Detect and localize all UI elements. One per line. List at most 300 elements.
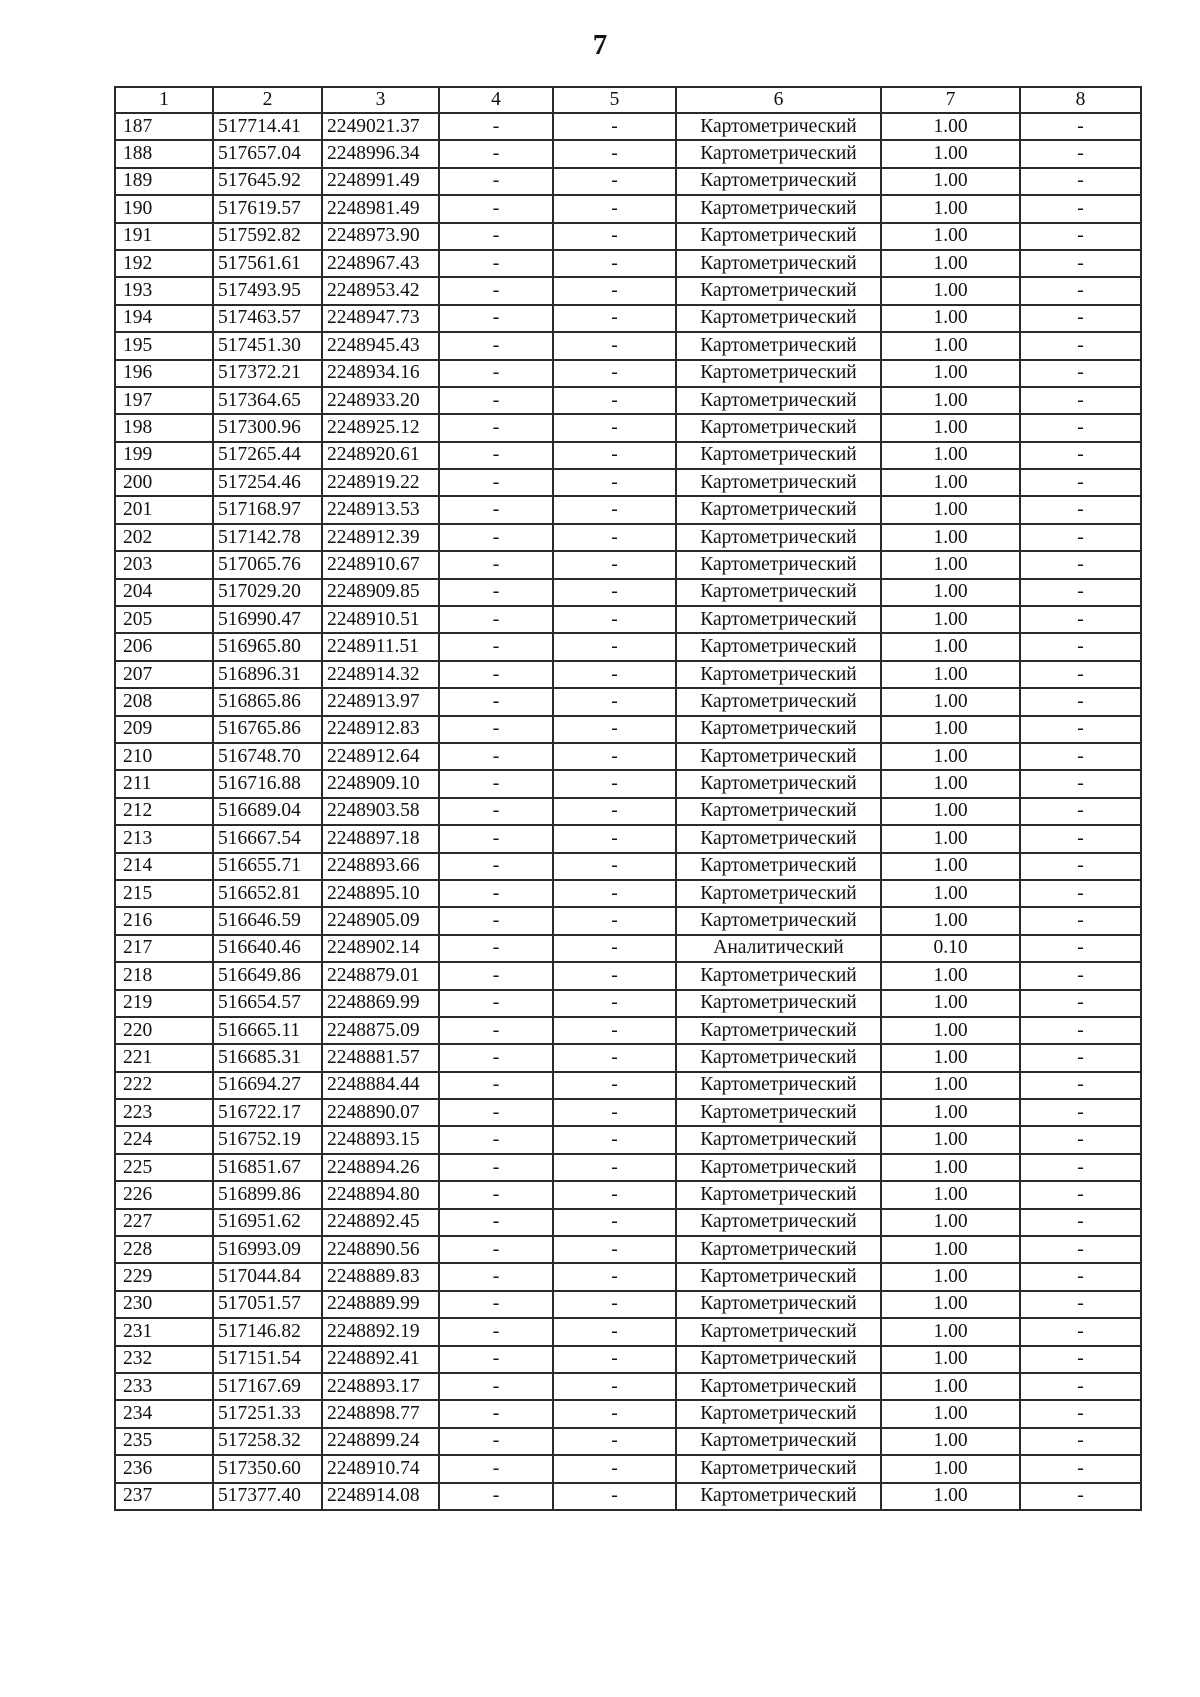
table-row [115,1099,1141,1126]
table-row [115,332,1141,359]
table-row [115,688,1141,715]
method-cell: Картометрический [676,1072,881,1099]
method-cell: Картометрический [676,990,881,1017]
y-coordinate-cell: 2248902.14 [322,935,439,962]
y-coordinate-cell: 2248881.57 [322,1044,439,1071]
method-cell: Картометрический [676,305,881,332]
column-4-cell: - [439,1318,553,1345]
method-cell: Картометрический [676,962,881,989]
point-number-cell: 212 [115,798,213,825]
point-number-cell: 206 [115,633,213,660]
y-coordinate-cell: 2248892.41 [322,1346,439,1373]
accuracy-cell: 1.00 [881,414,1020,441]
method-cell: Картометрический [676,907,881,934]
y-coordinate-cell: 2248910.67 [322,551,439,578]
point-number-cell: 214 [115,853,213,880]
table-row [115,551,1141,578]
table-row [115,1428,1141,1455]
column-5-cell: - [553,1428,676,1455]
method-cell: Картометрический [676,551,881,578]
x-coordinate-cell: 517493.95 [213,277,322,304]
accuracy-cell: 1.00 [881,1099,1020,1126]
table-row [115,360,1141,387]
y-coordinate-cell: 2248894.26 [322,1154,439,1181]
point-number-cell: 198 [115,414,213,441]
y-coordinate-cell: 2248910.74 [322,1455,439,1482]
point-number-cell: 219 [115,990,213,1017]
column-8-cell: - [1020,907,1141,934]
y-coordinate-cell: 2248913.53 [322,496,439,523]
y-coordinate-cell: 2248910.51 [322,606,439,633]
y-coordinate-cell: 2248933.20 [322,387,439,414]
y-coordinate-cell: 2248912.39 [322,524,439,551]
method-cell: Картометрический [676,880,881,907]
y-coordinate-cell: 2248925.12 [322,414,439,441]
column-4-cell: - [439,907,553,934]
point-number-cell: 196 [115,360,213,387]
table-row [115,1044,1141,1071]
accuracy-cell: 1.00 [881,579,1020,606]
accuracy-cell: 1.00 [881,990,1020,1017]
point-number-cell: 237 [115,1483,213,1510]
column-4-cell: - [439,1346,553,1373]
point-number-cell: 213 [115,825,213,852]
table-row [115,1126,1141,1153]
y-coordinate-cell: 2248894.80 [322,1181,439,1208]
table-body [115,113,1141,1510]
column-5-cell: - [553,551,676,578]
column-8-cell: - [1020,140,1141,167]
x-coordinate-cell: 517451.30 [213,332,322,359]
column-8-cell: - [1020,195,1141,222]
column-5-cell: - [553,1483,676,1510]
method-cell: Картометрический [676,606,881,633]
y-coordinate-cell: 2248897.18 [322,825,439,852]
column-5-cell: - [553,414,676,441]
x-coordinate-cell: 516694.27 [213,1072,322,1099]
column-4-cell: - [439,551,553,578]
accuracy-cell: 0.10 [881,935,1020,962]
table-row [115,606,1141,633]
method-cell: Картометрический [676,524,881,551]
column-8-cell: - [1020,661,1141,688]
y-coordinate-cell: 2248947.73 [322,305,439,332]
column-5-cell: - [553,250,676,277]
y-coordinate-cell: 2248934.16 [322,360,439,387]
column-5-cell: - [553,1044,676,1071]
column-5-cell: - [553,798,676,825]
column-8-cell: - [1020,688,1141,715]
column-8-cell: - [1020,716,1141,743]
table-row [115,1209,1141,1236]
column-4-cell: - [439,1154,553,1181]
y-coordinate-cell: 2248920.61 [322,442,439,469]
column-4-cell: - [439,716,553,743]
column-4-cell: - [439,1400,553,1427]
accuracy-cell: 1.00 [881,305,1020,332]
accuracy-cell: 1.00 [881,853,1020,880]
accuracy-cell: 1.00 [881,1181,1020,1208]
x-coordinate-cell: 517168.97 [213,496,322,523]
point-number-cell: 193 [115,277,213,304]
column-4-cell: - [439,360,553,387]
column-4-cell: - [439,1263,553,1290]
column-8-cell: - [1020,1291,1141,1318]
column-8-cell: - [1020,1400,1141,1427]
x-coordinate-cell: 516640.46 [213,935,322,962]
accuracy-cell: 1.00 [881,1263,1020,1290]
column-8-cell: - [1020,113,1141,140]
header-cell-8: 8 [1020,87,1141,113]
method-cell: Картометрический [676,1181,881,1208]
accuracy-cell: 1.00 [881,140,1020,167]
header-cell-3: 3 [322,87,439,113]
column-8-cell: - [1020,1044,1141,1071]
column-4-cell: - [439,770,553,797]
column-8-cell: - [1020,579,1141,606]
x-coordinate-cell: 516899.86 [213,1181,322,1208]
y-coordinate-cell: 2248895.10 [322,880,439,907]
column-4-cell: - [439,1044,553,1071]
column-8-cell: - [1020,770,1141,797]
method-cell: Картометрический [676,277,881,304]
x-coordinate-cell: 517265.44 [213,442,322,469]
method-cell: Картометрический [676,1428,881,1455]
column-5-cell: - [553,962,676,989]
column-8-cell: - [1020,798,1141,825]
column-5-cell: - [553,387,676,414]
table-row [115,113,1141,140]
x-coordinate-cell: 517029.20 [213,579,322,606]
y-coordinate-cell: 2248889.83 [322,1263,439,1290]
method-cell: Картометрический [676,469,881,496]
table-row [115,716,1141,743]
y-coordinate-cell: 2248913.97 [322,688,439,715]
column-8-cell: - [1020,387,1141,414]
y-coordinate-cell: 2248893.15 [322,1126,439,1153]
column-5-cell: - [553,360,676,387]
column-5-cell: - [553,223,676,250]
column-5-cell: - [553,716,676,743]
column-5-cell: - [553,661,676,688]
point-number-cell: 210 [115,743,213,770]
table-row [115,496,1141,523]
column-8-cell: - [1020,469,1141,496]
column-8-cell: - [1020,1181,1141,1208]
accuracy-cell: 1.00 [881,168,1020,195]
column-8-cell: - [1020,1209,1141,1236]
x-coordinate-cell: 517714.41 [213,113,322,140]
point-number-cell: 216 [115,907,213,934]
column-4-cell: - [439,277,553,304]
column-4-cell: - [439,305,553,332]
y-coordinate-cell: 2248884.44 [322,1072,439,1099]
column-8-cell: - [1020,743,1141,770]
accuracy-cell: 1.00 [881,798,1020,825]
point-number-cell: 220 [115,1017,213,1044]
table-row [115,907,1141,934]
method-cell: Картометрический [676,168,881,195]
x-coordinate-cell: 516646.59 [213,907,322,934]
table-row [115,798,1141,825]
x-coordinate-cell: 517300.96 [213,414,322,441]
y-coordinate-cell: 2248953.42 [322,277,439,304]
column-8-cell: - [1020,1455,1141,1482]
x-coordinate-cell: 517619.57 [213,195,322,222]
point-number-cell: 205 [115,606,213,633]
x-coordinate-cell: 517065.76 [213,551,322,578]
accuracy-cell: 1.00 [881,1209,1020,1236]
method-cell: Картометрический [676,579,881,606]
method-cell: Картометрический [676,770,881,797]
column-4-cell: - [439,1455,553,1482]
y-coordinate-cell: 2248967.43 [322,250,439,277]
x-coordinate-cell: 517561.61 [213,250,322,277]
y-coordinate-cell: 2248914.32 [322,661,439,688]
column-8-cell: - [1020,825,1141,852]
table-row [115,880,1141,907]
column-5-cell: - [553,743,676,770]
header-cell-5: 5 [553,87,676,113]
page-number: 7 [592,29,608,61]
column-5-cell: - [553,277,676,304]
column-4-cell: - [439,250,553,277]
table-row [115,250,1141,277]
point-number-cell: 200 [115,469,213,496]
column-4-cell: - [439,140,553,167]
y-coordinate-cell: 2248909.85 [322,579,439,606]
y-coordinate-cell: 2248991.49 [322,168,439,195]
point-number-cell: 203 [115,551,213,578]
y-coordinate-cell: 2248890.56 [322,1236,439,1263]
table-row [115,1236,1141,1263]
column-8-cell: - [1020,1126,1141,1153]
column-5-cell: - [553,1346,676,1373]
accuracy-cell: 1.00 [881,770,1020,797]
x-coordinate-cell: 517350.60 [213,1455,322,1482]
x-coordinate-cell: 517258.32 [213,1428,322,1455]
column-8-cell: - [1020,414,1141,441]
column-8-cell: - [1020,442,1141,469]
column-5-cell: - [553,469,676,496]
x-coordinate-cell: 517051.57 [213,1291,322,1318]
point-number-cell: 233 [115,1373,213,1400]
accuracy-cell: 1.00 [881,1017,1020,1044]
y-coordinate-cell: 2248890.07 [322,1099,439,1126]
y-coordinate-cell: 2248996.34 [322,140,439,167]
column-4-cell: - [439,1126,553,1153]
column-4-cell: - [439,633,553,660]
method-cell: Картометрический [676,1291,881,1318]
column-8-cell: - [1020,1017,1141,1044]
x-coordinate-cell: 517372.21 [213,360,322,387]
accuracy-cell: 1.00 [881,1044,1020,1071]
column-4-cell: - [439,880,553,907]
y-coordinate-cell: 2248903.58 [322,798,439,825]
accuracy-cell: 1.00 [881,113,1020,140]
accuracy-cell: 1.00 [881,1291,1020,1318]
method-cell: Картометрический [676,414,881,441]
point-number-cell: 201 [115,496,213,523]
table-row [115,140,1141,167]
y-coordinate-cell: 2248875.09 [322,1017,439,1044]
table-row [115,743,1141,770]
method-cell: Картометрический [676,360,881,387]
column-5-cell: - [553,496,676,523]
method-cell: Картометрический [676,853,881,880]
table-row [115,442,1141,469]
table-row [115,825,1141,852]
accuracy-cell: 1.00 [881,1154,1020,1181]
table-row [115,469,1141,496]
point-number-cell: 224 [115,1126,213,1153]
accuracy-cell: 1.00 [881,496,1020,523]
accuracy-cell: 1.00 [881,1318,1020,1345]
table-row [115,1346,1141,1373]
method-cell: Картометрический [676,1017,881,1044]
coordinates-table [114,86,1142,1511]
accuracy-cell: 1.00 [881,1346,1020,1373]
point-number-cell: 208 [115,688,213,715]
y-coordinate-cell: 2248893.66 [322,853,439,880]
header-cell-1: 1 [115,87,213,113]
table-row [115,168,1141,195]
point-number-cell: 209 [115,716,213,743]
accuracy-cell: 1.00 [881,962,1020,989]
column-4-cell: - [439,1483,553,1510]
x-coordinate-cell: 516865.86 [213,688,322,715]
y-coordinate-cell: 2248889.99 [322,1291,439,1318]
accuracy-cell: 1.00 [881,1428,1020,1455]
y-coordinate-cell: 2248905.09 [322,907,439,934]
column-4-cell: - [439,606,553,633]
accuracy-cell: 1.00 [881,1400,1020,1427]
table-row [115,1483,1141,1510]
column-8-cell: - [1020,360,1141,387]
point-number-cell: 218 [115,962,213,989]
y-coordinate-cell: 2248973.90 [322,223,439,250]
column-5-cell: - [553,1154,676,1181]
point-number-cell: 187 [115,113,213,140]
column-5-cell: - [553,524,676,551]
y-coordinate-cell: 2248892.45 [322,1209,439,1236]
column-5-cell: - [553,1072,676,1099]
point-number-cell: 207 [115,661,213,688]
accuracy-cell: 1.00 [881,661,1020,688]
column-8-cell: - [1020,1318,1141,1345]
method-cell: Картометрический [676,1099,881,1126]
table-row [115,1455,1141,1482]
table-row [115,962,1141,989]
y-coordinate-cell: 2248911.51 [322,633,439,660]
accuracy-cell: 1.00 [881,1072,1020,1099]
column-8-cell: - [1020,1373,1141,1400]
column-5-cell: - [553,606,676,633]
column-4-cell: - [439,1017,553,1044]
column-4-cell: - [439,524,553,551]
accuracy-cell: 1.00 [881,360,1020,387]
point-number-cell: 232 [115,1346,213,1373]
column-5-cell: - [553,195,676,222]
y-coordinate-cell: 2248879.01 [322,962,439,989]
accuracy-cell: 1.00 [881,332,1020,359]
table-row [115,277,1141,304]
column-4-cell: - [439,1428,553,1455]
y-coordinate-cell: 2248912.83 [322,716,439,743]
accuracy-cell: 1.00 [881,880,1020,907]
point-number-cell: 222 [115,1072,213,1099]
column-5-cell: - [553,880,676,907]
header-cell-4: 4 [439,87,553,113]
column-5-cell: - [553,1373,676,1400]
column-5-cell: - [553,442,676,469]
column-5-cell: - [553,1099,676,1126]
column-5-cell: - [553,1263,676,1290]
x-coordinate-cell: 517463.57 [213,305,322,332]
header-cell-2: 2 [213,87,322,113]
table-row [115,633,1141,660]
column-5-cell: - [553,1455,676,1482]
table-row [115,1400,1141,1427]
column-8-cell: - [1020,880,1141,907]
table-header [115,87,1141,113]
column-5-cell: - [553,907,676,934]
table-row [115,1154,1141,1181]
accuracy-cell: 1.00 [881,195,1020,222]
method-cell: Картометрический [676,332,881,359]
column-8-cell: - [1020,1483,1141,1510]
column-5-cell: - [553,1318,676,1345]
y-coordinate-cell: 2248909.10 [322,770,439,797]
column-5-cell: - [553,825,676,852]
x-coordinate-cell: 516655.71 [213,853,322,880]
accuracy-cell: 1.00 [881,250,1020,277]
accuracy-cell: 1.00 [881,277,1020,304]
y-coordinate-cell: 2248892.19 [322,1318,439,1345]
column-8-cell: - [1020,1236,1141,1263]
point-number-cell: 221 [115,1044,213,1071]
accuracy-cell: 1.00 [881,551,1020,578]
x-coordinate-cell: 516689.04 [213,798,322,825]
accuracy-cell: 1.00 [881,633,1020,660]
accuracy-cell: 1.00 [881,1455,1020,1482]
column-5-cell: - [553,1126,676,1153]
accuracy-cell: 1.00 [881,825,1020,852]
table-row [115,305,1141,332]
table-row [115,579,1141,606]
column-4-cell: - [439,168,553,195]
column-8-cell: - [1020,633,1141,660]
column-4-cell: - [439,688,553,715]
method-cell: Картометрический [676,688,881,715]
point-number-cell: 225 [115,1154,213,1181]
accuracy-cell: 1.00 [881,1236,1020,1263]
point-number-cell: 195 [115,332,213,359]
x-coordinate-cell: 516685.31 [213,1044,322,1071]
y-coordinate-cell: 2248945.43 [322,332,439,359]
method-cell: Картометрический [676,1044,881,1071]
column-4-cell: - [439,469,553,496]
point-number-cell: 194 [115,305,213,332]
x-coordinate-cell: 516896.31 [213,661,322,688]
point-number-cell: 211 [115,770,213,797]
column-4-cell: - [439,442,553,469]
column-5-cell: - [553,853,676,880]
accuracy-cell: 1.00 [881,1483,1020,1510]
column-4-cell: - [439,1099,553,1126]
x-coordinate-cell: 516993.09 [213,1236,322,1263]
column-8-cell: - [1020,1154,1141,1181]
